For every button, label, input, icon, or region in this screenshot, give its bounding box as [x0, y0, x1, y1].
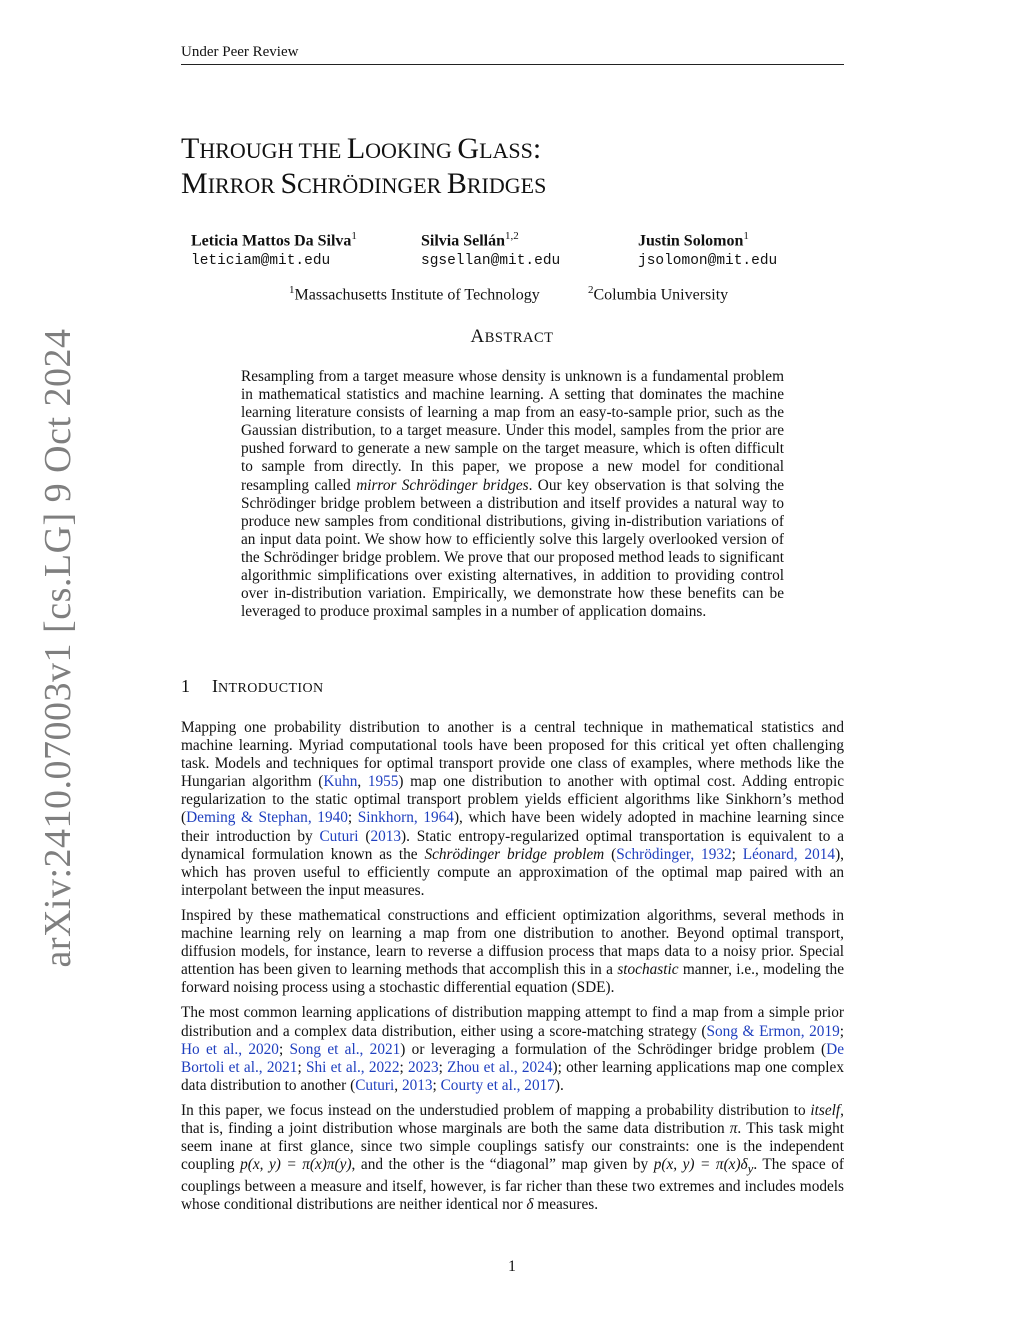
- paragraph: Mapping one probability distribution to another is a central technique in mathematical statistics and machine learning. Myriad computational tools have been proposed for this critical yet often challenging task. Models and techniques for optimal transport provide one class of examples, where methods like the Hungarian algorithm (Kuhn, 1955) map one distribution to another with optimal cost. Adding entropic regularization to the static optimal transport problem yields efficient algorithms like Sinkhorn’s method (Deming & Stephan, 1940; Sinkhorn, 1964), which have been widely adopted in machine learning since their introduction by Cuturi (2013). Static entropy-regularized optimal transportation is equivalent to a dynamical formulation known as the Schrödinger bridge problem (Schrödinger, 1932; Léonard, 2014), which has proven useful to efficiently compute an approximation of the optimal map paired with an interpolant between the input measures.: [181, 719, 845, 899]
- section-heading: 1 INTRODUCTION: [181, 676, 324, 696]
- affiliation-sup: 2: [588, 284, 594, 296]
- citation-link[interactable]: 2023: [408, 1058, 439, 1076]
- abstract-heading: ABSTRACT: [470, 326, 554, 347]
- abstract-term: mirror Schrödinger bridges: [356, 476, 529, 494]
- citation-link[interactable]: Cuturi: [355, 1076, 395, 1094]
- arxiv-watermark[interactable]: arXiv:2410.07003v1 [cs.LG] 9 Oct 2024: [37, 328, 79, 968]
- italic-term: stochastic: [617, 961, 679, 979]
- page-number: 1: [508, 1258, 516, 1275]
- citation-link[interactable]: Ho et al., 2020: [181, 1040, 279, 1058]
- title-line-2: MIRROR SCHRÖDINGER BRIDGES: [181, 167, 547, 200]
- citation-link[interactable]: Song et al., 2021: [289, 1040, 401, 1058]
- section-number: 1: [181, 676, 190, 696]
- author-email[interactable]: jsolomon@mit.edu: [638, 253, 778, 270]
- math-inline: δ: [526, 1196, 534, 1214]
- introduction-body: [181, 719, 844, 1221]
- citation-link[interactable]: Schrödinger, 1932: [616, 845, 732, 863]
- citation-link[interactable]: Courty et al., 2017: [440, 1076, 555, 1094]
- citation-link[interactable]: 2013: [370, 827, 402, 845]
- citation-link[interactable]: Kuhn: [323, 773, 358, 791]
- author-name: Leticia Mattos Da Silva: [191, 232, 352, 250]
- citation-link[interactable]: Deming & Stephan, 1940: [186, 809, 348, 827]
- abstract-text: . Our key observation is that solving the Schrödinger bridge problem between a distribution and itself provides a natural way to produce new samples from conditional distributions, giving in-distribution variations of an input data point. We show how to efficiently solve this largely overlooked version of the Schrödinger bridge problem. We prove that our proposed method leads to significant algorithmic simplifications over existing alternatives, in addition to providing control over in-distribution variation. Empirically, we demonstrate how these benefits can be leveraged to produce proximal samples in a number of application domains.: [241, 476, 785, 621]
- affiliation-name: Massachusetts Institute of Technology: [294, 286, 540, 304]
- paragraph: The most common learning applications of distribution mapping attempt to find a map from a simple prior distribution and a complex data distribution, either using a score-matching strategy (Song & Ermon, 2019; Ho et al., 2020; Song et al., 2021) or leveraging a formulation of the Schrödinger bridge problem (De Bortoli et al., 2021; Shi et al., 2022; 2023; Zhou et al., 2024); other learning applications map one complex data distribution to another (Cuturi, 2013; Courty et al., 2017).: [181, 1004, 845, 1094]
- math-inline: p(x, $y) = \pi(x)\delta_y$: [653, 1156, 754, 1177]
- running-header: [181, 44, 844, 65]
- title-line-1: THROUGH THE LOOKING GLASS:: [181, 132, 542, 165]
- author-email[interactable]: sgsellan@mit.edu: [421, 253, 561, 270]
- affiliation-2: [588, 284, 728, 304]
- paper-title: [181, 132, 546, 202]
- citation-link[interactable]: Zhou et al., 2024: [447, 1058, 553, 1076]
- paragraph: Inspired by these mathematical constructions and efficient optimization algorithms, several methods in machine learning rely on learning a map from one distribution to another. Beyond optimal transport, diffusion models, for instance, learn to reverse a diffusion process that maps data to a noisy prior. Special attention has been given to learning methods that accomplish this in a stochastic manner, i.e., modeling the forward noising process using a stochastic differential equation (SDE).: [181, 906, 844, 997]
- author-name: Silvia Sellán: [421, 232, 506, 250]
- math-inline: π: [729, 1119, 738, 1137]
- affiliation-1: [289, 284, 540, 304]
- affiliation-name: Columbia University: [593, 286, 729, 304]
- author-block-2: [421, 226, 560, 271]
- italic-term: Schrödinger bridge problem: [424, 845, 605, 863]
- author-block-1: [191, 226, 357, 271]
- author-email[interactable]: leticiam@mit.edu: [191, 253, 331, 270]
- venue-label: Under Peer Review: [181, 44, 299, 60]
- author-block-3: [638, 226, 777, 271]
- abstract-text: Resampling from a target measure whose density is unknown is a fundamental problem in mathematical statistics and machine learning. A setting that dominates the machine learning literature consists of learning a map from an easy-to-sample prior, such as the Gaussian distribution, to a target measure. Under this model, samples from the prior are pushed forward to generate a new sample on the target measure, which is often difficult to sample from directly. In this paper, we propose a new model for conditional resampling called: [241, 368, 784, 494]
- author-name: Justin Solomon: [638, 232, 744, 250]
- citation-link[interactable]: De Bortoli et al., 2021: [181, 1040, 844, 1076]
- abstract-body: [241, 368, 784, 621]
- affiliation-sup: 1: [289, 284, 295, 296]
- author-sup: 1,2: [505, 230, 519, 242]
- citation-link[interactable]: Sinkhorn, 1964: [357, 809, 454, 827]
- citation-link[interactable]: Shi et al., 2022: [305, 1058, 400, 1076]
- author-sup: 1: [743, 230, 749, 242]
- citation-link[interactable]: Song & Ermon, 2019: [706, 1022, 840, 1040]
- italic-term: itself: [810, 1101, 841, 1119]
- citation-link[interactable]: 2013: [401, 1076, 433, 1094]
- citation-link[interactable]: Cuturi: [319, 827, 359, 845]
- citation-link[interactable]: 1955: [367, 773, 399, 791]
- author-sup: 1: [351, 230, 357, 242]
- paragraph: In this paper, we focus instead on the understudied problem of mapping a probability distribution to itself, that is, finding a joint distribution whose marginals are both the same data distribution π. This task might seem inane at first glance, since two simple couplings satisfy our constraints: one is the independent coupling p(x, y) = π(x)π(y), and the other is the “diagonal” map given by p(x, $y) = \pi(x)\delta_y$. The space of couplings between a measure and itself, however, is far richer than these two extremes and includes models whose conditional distributions are neither identical nor δ measures.: [181, 1101, 845, 1214]
- citation-link[interactable]: Léonard, 2014: [742, 845, 836, 863]
- math-inline: p(x, y) = π(x)π(y): [240, 1156, 352, 1174]
